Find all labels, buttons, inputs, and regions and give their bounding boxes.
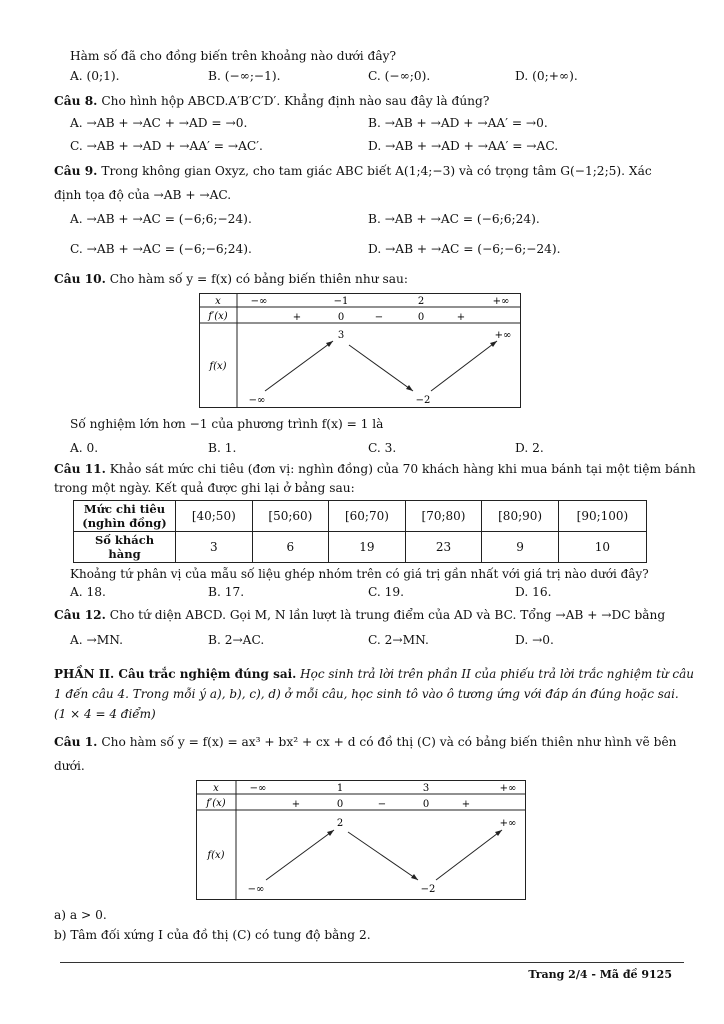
q11-count-5: 10 xyxy=(558,532,646,563)
q11-interval-3: [70;80) xyxy=(405,501,482,532)
q10-x-1: −1 xyxy=(333,296,349,307)
q11-row1-label xyxy=(74,501,176,532)
page-footer: Trang 2/4 - Mã đề 9125 xyxy=(528,968,672,981)
p2q1-stem2: dưới. xyxy=(54,759,85,773)
part2-desc3: (1 × 4 = 4 điểm) xyxy=(54,707,156,721)
q11-option-d: D. 16. xyxy=(515,585,552,599)
q11-label: Câu 11. xyxy=(54,462,106,476)
q11-option-a: A. 18. xyxy=(70,585,106,599)
part2-title: PHẦN II. Câu trắc nghiệm đúng sai. xyxy=(54,667,297,681)
p2q1-x-2: 3 xyxy=(422,783,430,794)
p2q1-f-1: 2 xyxy=(336,818,344,829)
p2q1-sign-3: 0 xyxy=(422,799,430,810)
q11-interval-2: [60;70) xyxy=(329,501,406,532)
q11-interval-4: [80;90) xyxy=(482,501,559,532)
q12-option-a: A. →MN. xyxy=(70,633,123,647)
q11-row1-label-b: (nghìn đồng) xyxy=(82,516,167,530)
q12-stem: Cho tứ diện ABCD. Gọi M, N lần lượt là trung điểm của AD và BC. Tổng →AB + →DC bằng xyxy=(109,608,666,622)
q10-f-0: −∞ xyxy=(248,395,266,406)
q11-option-c: C. 19. xyxy=(368,585,405,599)
part2-desc1: Học sinh trả lời trên phần II của phiếu trả lời trắc nghiệm từ câu xyxy=(300,667,695,681)
q10-question: Số nghiệm lớn hơn −1 của phương trình f(x) = 1 là xyxy=(70,417,384,431)
q10-sign-3: 0 xyxy=(417,312,425,323)
q11-count-0: 3 xyxy=(176,532,253,563)
p2q1-arrow-down xyxy=(348,832,418,880)
q9-label: Câu 9. xyxy=(54,164,98,178)
p2q1-fp-label: f′(x) xyxy=(206,798,226,809)
p2q1-sign-1: 0 xyxy=(336,799,344,810)
p2q1-stem: Cho hàm số y = f(x) = ax³ + bx² + cx + d có đồ thị (C) và có bảng biến thiên như hình vẽ bên xyxy=(101,735,677,749)
q7-option-b: B. (−∞;−1). xyxy=(208,69,281,83)
p2q1-f-label: f(x) xyxy=(207,850,225,861)
q12-option-c: C. 2→MN. xyxy=(368,633,429,647)
q10-option-d: D. 2. xyxy=(515,441,544,455)
q11-interval-1: [50;60) xyxy=(252,501,329,532)
q10-label: Câu 10. xyxy=(54,272,106,286)
q7-option-c: C. (−∞;0). xyxy=(368,69,431,83)
q10-x-label: x xyxy=(215,296,221,307)
table-row xyxy=(74,501,647,532)
p2q1-sign-0: + xyxy=(291,799,301,810)
q8-option-b: B. →AB + →AD + →AA′ = →0. xyxy=(368,116,548,130)
q12-line xyxy=(54,607,665,623)
q11-row2-label: Số khách hàng xyxy=(74,532,176,563)
q11-stem: Khảo sát mức chi tiêu (đơn vị: nghìn đồng) của 70 khách hàng khi mua bánh tại một tiệm bánh xyxy=(109,462,696,476)
p2q1-x-label: x xyxy=(213,783,219,794)
q7-option-d: D. (0;+∞). xyxy=(515,69,578,83)
q8-option-c: C. →AB + →AD + →AA′ = →AC′. xyxy=(70,139,263,153)
q10-x-2: 2 xyxy=(417,296,425,307)
q11-line xyxy=(54,461,696,477)
part2-line1 xyxy=(54,666,694,682)
q9-option-c: C. →AB + →AC = (−6;−6;24). xyxy=(70,242,252,256)
q8-stem: Cho hình hộp ABCD.A′B′C′D′. Khẳng định nào sau đây là đúng? xyxy=(101,94,490,108)
q10-sign-4: + xyxy=(456,312,466,323)
q11-option-b: B. 17. xyxy=(208,585,245,599)
q12-option-d: D. →0. xyxy=(515,633,554,647)
p2q1-statement-b: b) Tâm đối xứng I của đồ thị (C) có tung độ bằng 2. xyxy=(54,928,371,942)
q12-label: Câu 12. xyxy=(54,608,106,622)
q8-line xyxy=(54,93,489,109)
q10-x-3: +∞ xyxy=(492,296,510,307)
q10-line xyxy=(54,271,408,287)
q9-line xyxy=(54,163,652,179)
q11-count-4: 9 xyxy=(482,532,559,563)
q10-option-a: A. 0. xyxy=(70,441,99,455)
table-row xyxy=(74,532,647,563)
q10-f-label: f(x) xyxy=(209,361,227,372)
q8-option-d: D. →AB + →AD + →AA′ = →AC. xyxy=(368,139,559,153)
q10-x-0: −∞ xyxy=(250,296,268,307)
q10-f-1: 3 xyxy=(337,330,345,341)
q7-option-a: A. (0;1). xyxy=(70,69,120,83)
p2q1-f-3: +∞ xyxy=(499,818,517,829)
p2q1-statement-a: a) a > 0. xyxy=(54,908,107,922)
q10-arrow-down xyxy=(349,345,413,391)
q10-arrow-up-2 xyxy=(431,341,497,391)
q10-option-b: B. 1. xyxy=(208,441,237,455)
q11-stem2: trong một ngày. Kết quả được ghi lại ở bảng sau: xyxy=(54,481,355,495)
q10-sign-1: 0 xyxy=(337,312,345,323)
q9-option-a: A. →AB + →AC = (−6;6;−24). xyxy=(70,212,252,226)
q12-option-b: B. 2→AC. xyxy=(208,633,265,647)
q11-count-3: 23 xyxy=(405,532,482,563)
q10-fp-label: f′(x) xyxy=(208,311,228,322)
q11-data-table xyxy=(73,500,647,563)
q10-sign-0: + xyxy=(292,312,302,323)
p2q1-sign-4: + xyxy=(461,799,471,810)
q10-variation-table xyxy=(199,293,521,408)
q11-question: Khoảng tứ phân vị của mẫu số liệu ghép nhóm trên có giá trị gần nhất với giá trị nào dưới đây? xyxy=(70,567,649,581)
q10-f-3: +∞ xyxy=(494,330,512,341)
footer-divider xyxy=(60,962,684,963)
q11-count-2: 19 xyxy=(329,532,406,563)
q11-count-1: 6 xyxy=(252,532,329,563)
p2q1-label: Câu 1. xyxy=(54,735,98,749)
q10-f-2: −2 xyxy=(415,395,431,406)
q9-stem: Trong không gian Oxyz, cho tam giác ABC biết A(1;4;−3) và có trọng tâm G(−1;2;5). Xác xyxy=(101,164,652,178)
q10-stem: Cho hàm số y = f(x) có bảng biến thiên như sau: xyxy=(109,272,408,286)
p2q1-x-1: 1 xyxy=(336,783,344,794)
p2q1-x-0: −∞ xyxy=(249,783,267,794)
q7-stem: Hàm số đã cho đồng biến trên khoảng nào dưới đây? xyxy=(70,49,397,63)
q10-arrow-up-1 xyxy=(265,341,333,391)
q9-stem2: định tọa độ của →AB + →AC. xyxy=(54,188,232,202)
p2q1-variation-table xyxy=(196,780,526,900)
q9-option-d: D. →AB + →AC = (−6;−6;−24). xyxy=(368,242,561,256)
p2q1-x-3: +∞ xyxy=(499,783,517,794)
p2q1-f-2: −2 xyxy=(420,884,436,895)
q10-sign-2: − xyxy=(374,312,384,323)
q9-option-b: B. →AB + →AC = (−6;6;24). xyxy=(368,212,540,226)
q8-label: Câu 8. xyxy=(54,94,98,108)
p2q1-f-0: −∞ xyxy=(247,884,265,895)
q10-option-c: C. 3. xyxy=(368,441,397,455)
p2q1-sign-2: − xyxy=(377,799,387,810)
p2q1-arrow-up-1 xyxy=(266,830,334,880)
q11-interval-5: [90;100) xyxy=(558,501,646,532)
q11-interval-0: [40;50) xyxy=(176,501,253,532)
p2q1-line xyxy=(54,734,677,750)
part2-desc2: 1 đến câu 4. Trong mỗi ý a), b), c), d) ở mỗi câu, học sinh tô vào ô tương ứng với đáp án đúng hoặc sai. xyxy=(54,687,679,701)
q11-row1-label-a: Mức chi tiêu xyxy=(83,502,166,516)
p2q1-arrow-up-2 xyxy=(436,830,502,880)
q8-option-a: A. →AB + →AC + →AD = →0. xyxy=(70,116,248,130)
